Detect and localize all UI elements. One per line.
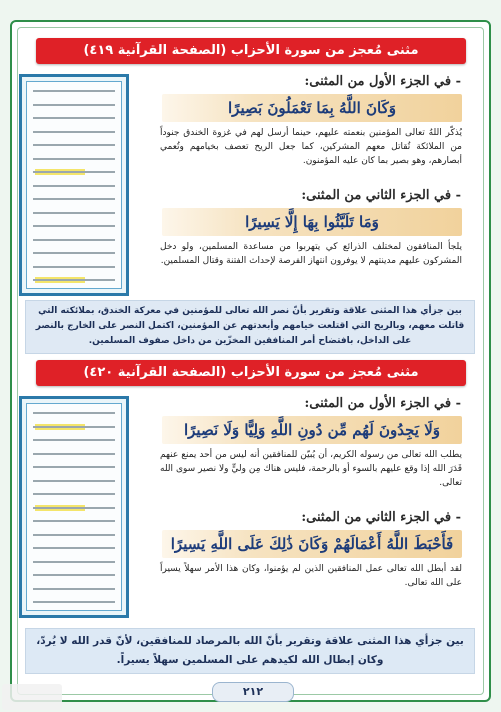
quran-text-line xyxy=(33,412,115,414)
section2-part1-verse: وَلَا يَجِدُونَ لَهُم مِّن دُونِ اللَّهِ وَلِيًّا وَلَا نَصِيرًا xyxy=(162,416,462,444)
section2-part1-heading: - في الجزء الأول من المثنى: xyxy=(304,396,461,411)
quran-text-line xyxy=(33,279,115,281)
section2-part2-verse: فَأَحْبَطَ اللَّهُ أَعْمَالَهُمْ وَكَانَ ذَٰلِكَ عَلَى اللَّهِ يَسِيرًا xyxy=(162,530,462,558)
quran-text-line xyxy=(33,90,115,92)
quran-text-line xyxy=(33,171,115,173)
section2-banner: مثنى مُعجز من سورة الأحزاب (الصفحة القرآنية ٤٢٠) xyxy=(36,360,466,386)
quran-text-line xyxy=(33,239,115,241)
section1-summary: بين جزأي هذا المثنى علاقة وتقرير بأنّ نصر الله تعالى للمؤمنين في معركة الخندق، بملائكته التي قاتلت معهم، وبالريح التي اقتلعت خيامهم وأبعدتهم عن المؤمنين، اكتمل النصر على الخارج بالنصر على الداخل، بافتضاح أمر المنافقين المخزّين من داخل صفوف المسلمين. xyxy=(25,300,475,354)
section2-part2-text: لقد أبطل الله تعالى عمل المنافقين الذين لم يؤمنوا، وكان هذا الأمر سهلاً يسيراً على الله تعالى. xyxy=(160,564,462,588)
quran-text-line xyxy=(33,252,115,254)
quran-text-line xyxy=(33,574,115,576)
quran-text-line xyxy=(33,185,115,187)
quran-text-line xyxy=(33,158,115,160)
quran-text-line xyxy=(33,520,115,522)
quran-text-line xyxy=(33,507,115,509)
quran-text-line xyxy=(33,212,115,214)
quran-text-line xyxy=(33,131,115,133)
quran-text-line xyxy=(33,117,115,119)
quran-text-line xyxy=(33,493,115,495)
quran-text-line xyxy=(33,466,115,468)
quran-text-line xyxy=(33,561,115,563)
quran-text-line xyxy=(33,534,115,536)
section1-banner: مثنى مُعجز من سورة الأحزاب (الصفحة القرآنية ٤١٩) xyxy=(36,38,466,64)
quran-text-line xyxy=(33,547,115,549)
section1-part2-heading: - في الجزء الثاني من المثنى: xyxy=(301,188,461,203)
quran-text-line xyxy=(33,426,115,428)
quran-text-line xyxy=(33,266,115,268)
watermark-logo xyxy=(2,684,62,710)
section2-part2-heading: - في الجزء الثاني من المثنى: xyxy=(301,510,461,525)
section1-part2-text: يلجأ المنافقون لمختلف الذرائع كي يتهربوا من مساعدة المسلمين، ولو دخل المشركون عليهم مدينتهم لا يوفرون انتهاز الفرصة لإحداث الفتنة وقتال المسلمين. xyxy=(160,242,462,266)
quran-text-line xyxy=(33,144,115,146)
quran-text-line xyxy=(33,480,115,482)
quran-text-line xyxy=(33,198,115,200)
quran-text-line xyxy=(33,453,115,455)
quran-page-420-image xyxy=(19,396,129,618)
section1-part1-text: يُذكّر اللهُ تعالى المؤمنين بنعمته عليهم، حينما أرسل لهم في غزوة الخندق جنوداً من الملائكة تُقاتل معهم المشركين، كما جعل الريح تعصف بخيامهم وتُعمي أبصارهم، وهو بصير بما كان عليه المؤمنون. xyxy=(160,128,462,166)
quran-text-line xyxy=(33,601,115,603)
quran-text-line xyxy=(33,439,115,441)
section2-summary: بين جزأي هذا المثنى علاقة وتقرير بأنّ الله بالمرصاد للمنافقين، لأنّ قدر الله لا يُردّ، وكان إبطال الله لكيدهم على المسلمين سهلاً يسيراً. xyxy=(25,628,475,674)
section1-part1-verse: وَكَانَ اللَّهُ بِمَا تَعْمَلُونَ بَصِيرًا xyxy=(162,94,462,122)
quran-text-line xyxy=(33,588,115,590)
page-number: ٢١٢ xyxy=(212,682,294,702)
section1-part1-heading: - في الجزء الأول من المثنى: xyxy=(304,74,461,89)
quran-text-line xyxy=(33,104,115,106)
section2-part1-text: يطلب الله تعالى من رسوله الكريم، أن يُبيّن للمنافقين أنه ليس من أحد يمنع عنهم قَدَرَ الله إذا وقع عليهم بالسوء أو بالرحمة، فليس هناك مِن وليٍّ ولا نصير سوى الله تعالى. xyxy=(160,450,462,488)
quran-page-419-image xyxy=(19,74,129,296)
section1-part2-verse: وَمَا تَلَبَّثُوا بِهَا إِلَّا يَسِيرًا xyxy=(162,208,462,236)
quran-text-line xyxy=(33,225,115,227)
